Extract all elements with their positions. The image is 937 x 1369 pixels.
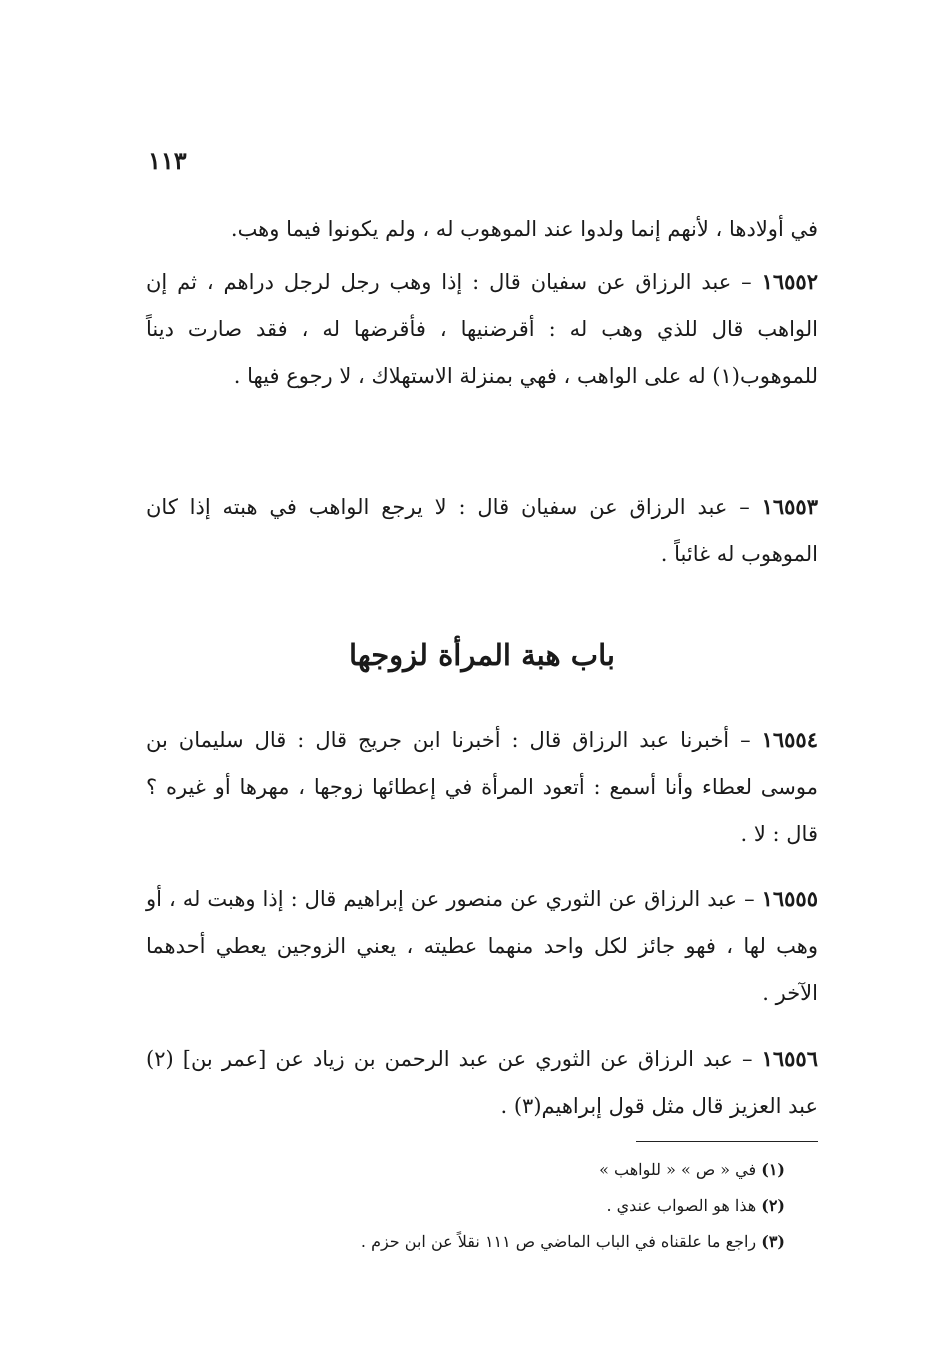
entry-text: – عبد الرزاق عن سفيان قال : إذا وهب رجل لرجل دراهم ، ثم إن الواهب قال للذي وهب له : أقرضنيها ، فأقرضها له ، فقد صارت ديناً للموهوب(١) له على الواهب ، فهي بمنزلة الاستهلاك ، لا رجوع فيها . — [146, 270, 818, 388]
footnotes — [240, 1152, 785, 1260]
entry-text: – عبد الرزاق عن سفيان قال : لا يرجع الواهب في هبته إذا كان الموهوب له غائباً . — [146, 495, 818, 566]
footnote-3 — [240, 1224, 785, 1260]
entry-text: – عبد الرزاق عن الثوري عن منصور عن إبراهيم قال : إذا وهبت له ، أو وهب لها ، فهو جائز لكل واحد منهما عطيته ، يعني الزوجين يعطي أحدهما الآخر . — [146, 887, 818, 1005]
footnote-text: هذا هو الصواب عندي . — [606, 1196, 757, 1215]
entry-number: ١٦٥٥٢ — [761, 269, 818, 294]
entry-16556 — [146, 1035, 818, 1130]
footnote-marker: (٣) — [761, 1232, 785, 1251]
entry-16555 — [146, 875, 818, 1017]
continuation-text: في أولادها ، لأنهم إنما ولدوا عند الموهوب له ، ولم يكونوا فيما وهب. — [230, 217, 818, 241]
footnote-marker: (١) — [761, 1160, 785, 1179]
page-number: ١١٣ — [148, 146, 187, 175]
entry-16553 — [146, 483, 818, 578]
footnote-2 — [240, 1188, 785, 1224]
entry-number: ١٦٥٥٦ — [761, 1046, 818, 1071]
entry-16554 — [146, 716, 818, 858]
entry-number: ١٦٥٥٣ — [761, 494, 818, 519]
entry-text: – أخبرنا عبد الرزاق قال : أخبرنا ابن جريج قال : قال سليمان بن موسى لعطاء وأنا أسمع : أتعود المرأة في إعطائها زوجها ، مهرها أو غيره ؟ قال : لا . — [146, 728, 818, 846]
entry-16552 — [146, 258, 818, 400]
continuation-paragraph — [146, 206, 818, 253]
footnote-text: راجع ما علقناه في الباب الماضي ص ١١١ نقلاً عن ابن حزم . — [360, 1232, 757, 1251]
entry-number: ١٦٥٥٥ — [761, 886, 818, 911]
entry-number: ١٦٥٥٤ — [761, 727, 818, 752]
chapter-heading: باب هبة المرأة لزوجها — [349, 638, 615, 672]
footnote-marker: (٢) — [761, 1196, 785, 1215]
footnote-1 — [240, 1152, 785, 1188]
footnote-text: في « ص » « للواهب » — [599, 1160, 757, 1179]
footnote-divider — [636, 1141, 818, 1142]
entry-text: – عبد الرزاق عن الثوري عن عبد الرحمن بن زياد عن [عمر بن] (٢) عبد العزيز قال مثل قول إبراهيم(٣) . — [146, 1047, 818, 1118]
